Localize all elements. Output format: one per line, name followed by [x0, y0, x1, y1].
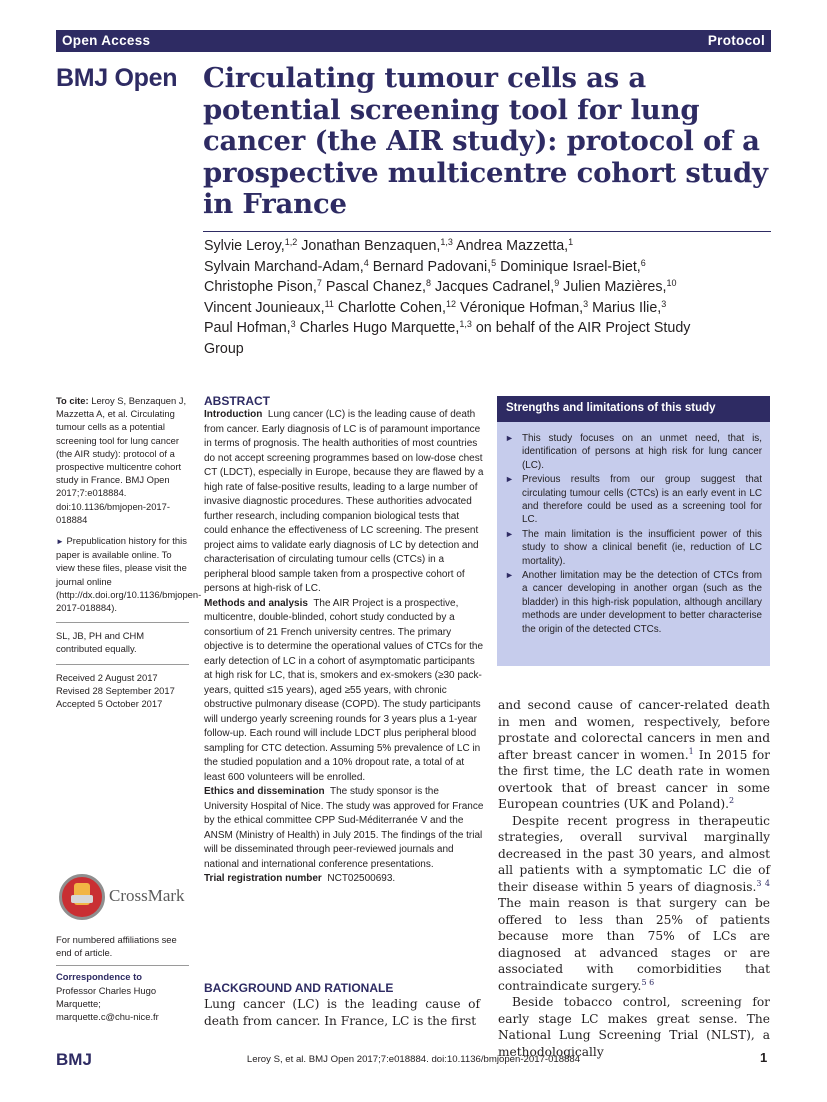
ethics-text: The study sponsor is the University Hospital of Nice. The study was approved for France by the ethical committee CPP Sud-Méditerranée V and the ANSM (Ministry of Health) in July 2015. The findings of the trial will be disseminated through peer-reviewed journals and national and international conference presentations.: [204, 786, 484, 870]
affiliation-ref[interactable]: 10: [666, 278, 677, 289]
trial-number[interactable]: NCT02500693.: [327, 873, 396, 884]
top-banner: [56, 30, 771, 52]
author-name: Véronique Hofman,: [455, 299, 584, 316]
author-name: Jonathan Benzaquen,: [297, 238, 441, 254]
author-name: Christophe Pison,: [204, 279, 317, 296]
author-line: [204, 318, 744, 339]
background-right-column: [498, 697, 770, 1060]
author-line: [204, 236, 744, 257]
author-name: Bernard Padovani,: [368, 258, 492, 275]
author-name: Group: [204, 340, 244, 357]
affiliation-ref[interactable]: 1,2: [284, 237, 298, 247]
left-sidebar: [56, 394, 202, 710]
author-name: Charlotte Cohen,: [333, 299, 446, 316]
author-name: Pascal Chanez,: [321, 279, 426, 296]
triangle-bullet-icon: ►: [505, 528, 514, 539]
abstract-trial: [204, 872, 484, 887]
affiliation-ref[interactable]: 1,3: [440, 237, 453, 247]
triangle-bullet-icon: ►: [56, 537, 64, 547]
author-name: Dominique Israel-Biet,: [496, 258, 641, 275]
affiliation-ref[interactable]: 12: [445, 298, 456, 309]
cite-text: Leroy S, Benzaquen J, Mazzetta A, et al. Circulating tumour cells as a potential screening tool for lung cancer (the AIR study): protocol of a prospective multicentre cohort study in France. BMJ Open 2017;7:e018884. doi:10.1136/bmjopen-2017-018884: [56, 395, 187, 525]
body-paragraph: Despite recent progress in therapeutic strategies, overall survival marginally decreased in the past 30 years, and almost all patients with a symptomatic LC die of their disease within 5 years of diagnosis.$^{3 4}$ The main reason is that surgery can be offered to less than 25% of patients because more than 75% of LCs are diagnosed at advanced stages or are associated with comorbidities that contraindicate surgery.$^{5 6}$: [498, 813, 770, 993]
ethics-heading: Ethics and dissemination: [204, 786, 325, 797]
reference-link[interactable]: 1: [688, 746, 694, 756]
triangle-bullet-icon: ►: [505, 433, 514, 443]
triangle-bullet-icon: ►: [505, 570, 514, 581]
author-name: Sylvain Marchand-Adam,: [204, 258, 364, 275]
correspondence-email[interactable]: marquette.c@chu-nice.fr: [56, 1011, 159, 1023]
triangle-bullet-icon: ►: [505, 474, 514, 485]
body-paragraph: and second cause of cancer-related death in men and women, respectively, before prostate and colorectal cancers in men and after breast cancer in women.$^1$ In 2015 for the first time, the LC death rate in women overtook that of breast cancer in some European countries (UK and Poland).$^2$: [498, 698, 770, 811]
affiliation-ref[interactable]: 9: [554, 278, 560, 289]
list-item: ► Previous results from our group suggest that circulating tumour cells (CTCs) is an early event in LC and therefore could be used as a screening tool for LC.: [505, 474, 762, 526]
affiliation-ref[interactable]: 6: [640, 257, 646, 268]
received-date: Received 2 August 2017: [56, 671, 158, 683]
trial-heading: Trial registration number: [204, 873, 322, 884]
open-access-label: Open Access: [62, 33, 151, 48]
article-title: Circulating tumour cells as a potential screening tool for lung cancer (the AIR study): protocol of a prospective multicentre cohort study in France: [203, 62, 768, 220]
abstract-heading: ABSTRACT: [204, 394, 270, 408]
author-list: [204, 236, 744, 360]
sidebar-divider: [56, 622, 189, 623]
affiliation-ref[interactable]: 1,3: [459, 319, 472, 330]
reference-link[interactable]: 2: [729, 796, 735, 805]
author-line: [204, 257, 744, 278]
list-item: ► Another limitation may be the detection of CTCs from a cancer developing in another organ (such as the bladder) in this high-risk population, although ancillary methods are under development to better characterise the origin of the detected CTCs.: [505, 570, 762, 635]
author-name: Vincent Jounieaux,: [204, 299, 325, 316]
sidebar-divider: [56, 965, 189, 966]
affiliations-note: For numbered affiliations see end of article.: [56, 934, 177, 959]
strengths-heading: Strengths and limitations of this study: [497, 396, 770, 422]
intro-text: Lung cancer (LC) is the leading cause of death from cancer. Early diagnosis of LC is of paramount importance in terms of prognosis. The health authorities of most countries do not accept screening programmes based on low-dose chest CT (LDCT), especially in Europe, because they are flawed by a high rate of false-positive results, leading to a large number of invasive diagnostic procedures. These authorities advocated further research, including companion biological tests that could enhance the effectiveness of LC screening. The present project aims to validate early diagnosis of LC by detection and characterisation of circulating tumour cells (CTCs) in a peripheral blood sample taken from a prospective cohort of persons at high-risk of LC.: [204, 409, 484, 594]
affiliation-ref[interactable]: 5: [491, 257, 497, 268]
revised-date: Revised 28 September 2017: [56, 684, 175, 696]
author-line: [204, 339, 744, 360]
affiliation-ref[interactable]: 3: [583, 298, 589, 309]
accepted-date: Accepted 5 October 2017: [56, 698, 163, 710]
intro-heading: Introduction: [204, 409, 263, 420]
page-number: 1: [760, 1050, 768, 1065]
reference-link[interactable]: 3 4: [756, 878, 770, 888]
author-name: on behalf of the AIR Project Study: [471, 320, 691, 337]
affiliation-ref[interactable]: 11: [324, 298, 334, 309]
title-divider: [203, 231, 771, 232]
affiliation-ref[interactable]: 3: [290, 319, 296, 330]
cite-label: To cite:: [56, 395, 89, 406]
author-name: Jacques Cadranel,: [431, 279, 555, 296]
article-type-label: Protocol: [707, 33, 765, 48]
equal-contribution: SL, JB, PH and CHM contributed equally.: [56, 630, 145, 655]
abstract-introduction: [204, 408, 484, 597]
strengths-limitations-box: [497, 396, 770, 666]
author-name: Marius Ilie,: [588, 299, 662, 316]
body-paragraph: Beside tobacco control, screening for early stage LC makes great sense. The National Lung Screening Trial (NLST), a methodologically: [498, 995, 770, 1059]
abstract-ethics: [204, 785, 484, 872]
abstract: [204, 394, 484, 887]
strengths-list: [497, 422, 770, 636]
list-item: ► This study focuses on an unmet need, that is, identification of persons at high risk for lung cancer (LC).: [505, 433, 762, 471]
crossmark-badge[interactable]: [59, 874, 189, 922]
background-left-column: Lung cancer (LC) is the leading cause of death from cancer. In France, LC is the first: [204, 997, 480, 1028]
correspondence-name: Professor Charles Hugo Marquette;: [56, 984, 157, 1009]
author-name: Sylvie Leroy,: [204, 238, 285, 254]
abstract-methods: [204, 597, 484, 786]
prepub-text[interactable]: Prepublication history for this paper is available online. To view these files, please visit the journal online (http://dx.doi.org/10.1136/bmjopen-2017-018884).: [56, 535, 202, 614]
affiliation-ref[interactable]: 8: [425, 278, 431, 289]
affiliation-ref[interactable]: 4: [363, 257, 369, 268]
reference-link[interactable]: 5 6: [641, 977, 655, 987]
affiliation-ref[interactable]: 7: [316, 278, 322, 289]
author-line: [204, 277, 744, 298]
crossmark-icon: [59, 874, 105, 920]
author-name: Andrea Mazzetta,: [452, 238, 569, 254]
methods-text: The AIR Project is a prospective, multicentre, double-blinded, cohort study conducted by a consortium of 21 French university centres. The primary objective is to determine the operational values of CTCs for the early detection of LC in a cohort of asymptomatic participants at high risk for LC, that is, smokers and ex-smokers (≥30 pack-years, quitted ≤15 years), aged ≥55 years, with chronic obstructive pulmonary disease (COPD). The study participants will undergo yearly screening rounds for 3 years plus a 1-year follow-up. Each round will include LDCT plus peripheral blood sampling for CTC detection. Assuming 5% prevalence of LC in the studied population and a 10% dropout rate, a total of at least 600 volunteers will be enrolled.: [204, 597, 484, 783]
sidebar-divider: [56, 664, 189, 665]
journal-logo[interactable]: BMJ Open: [56, 64, 178, 92]
crossmark-label: CrossMark: [109, 886, 185, 905]
background-heading: BACKGROUND AND RATIONALE: [204, 981, 394, 995]
author-line: [204, 298, 744, 319]
affiliation-ref[interactable]: 1: [568, 237, 574, 247]
affiliation-ref[interactable]: 3: [661, 298, 667, 309]
methods-heading: Methods and analysis: [204, 597, 308, 609]
author-name: Charles Hugo Marquette,: [295, 320, 460, 337]
prepub-block: [56, 534, 202, 614]
footer-bmj-logo[interactable]: BMJ: [56, 1050, 92, 1069]
footer-citation: Leroy S, et al. BMJ Open 2017;7:e018884. doi:10.1136/bmjopen-2017-018884: [246, 1054, 581, 1065]
citation-block: [56, 394, 189, 526]
author-name: Julien Mazières,: [559, 279, 667, 296]
list-item: ► The main limitation is the insufficient power of this study to show a clinical benefit (ie, reduction of LC mortality).: [505, 528, 762, 567]
sidebar-bottom: [56, 933, 189, 1023]
correspondence-heading: Correspondence to: [56, 971, 142, 983]
author-name: Paul Hofman,: [204, 320, 291, 337]
